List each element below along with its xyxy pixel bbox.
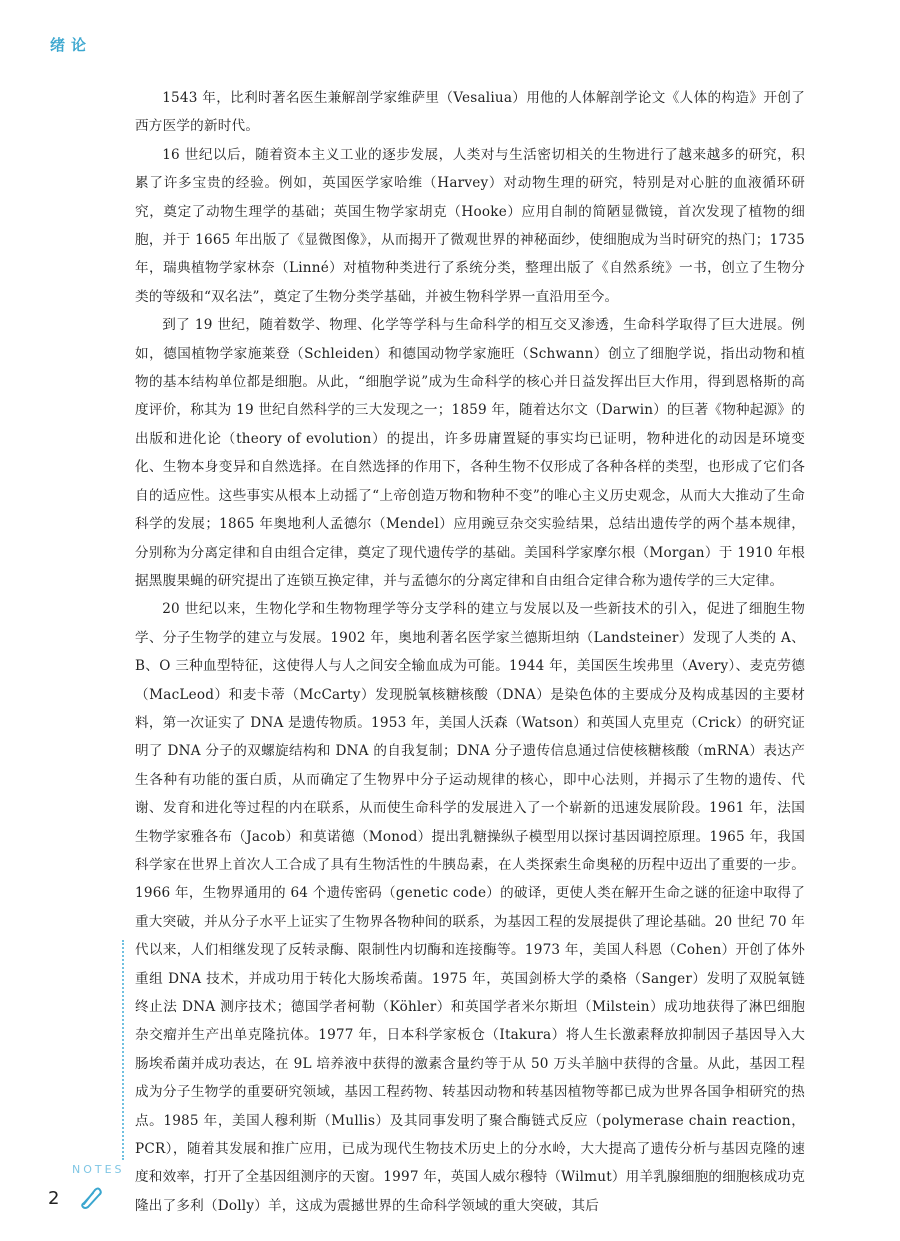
paragraph-3: 到了 19 世纪，随着数学、物理、化学等学科与生命科学的相互交叉渗透，生命科学取得了巨大进展。例如，德国植物学家施莱登（Schleiden）和德国动物学家施旺（Schwann）创立了细胞学说，指出动物和植物的基本结构单位都是细胞。从此，“细胞学说”成为生命科学的核心并日益发挥出巨大作用，得到恩格斯的高度评价，称其为 19 世纪自然科学的三大发现之一；1859 年，随着达尔文（Darwin）的巨著《物种起源》的出版和进化论（theory of evolution）的提出，许多毋庸置疑的事实均已证明，物种进化的动因是环境变化、生物本身变异和自然选择。在自然选择的作用下，各种生物不仅形成了各种各样的类型，也形成了它们各自的适应性。这些事实从根本上动摇了“上帝创造万物和物种不变”的唯心主义历史观念，从而大大推动了生命科学的发展；1865 年奥地利人孟德尔（Mendel）应用豌豆杂交实验结果，总结出遗传学的两个基本规律，分别称为分离定律和自由组合定律，奠定了现代遗传学的基础。美国科学家摩尔根（Morgan）于 1910 年根据黑腹果蝇的研究提出了连锁互换定律，并与孟德尔的分离定律和自由组合定律合称为遗传学的三大定律。 — [135, 317, 805, 589]
page-number: 2 — [48, 1188, 60, 1209]
body-text — [135, 84, 805, 1220]
notes-margin-line — [122, 940, 124, 1160]
paragraph-1: 1543 年，比利时著名医生兼解剖学家维萨里（Vesaliua）用他的人体解剖学论文《人体的构造》开创了西方医学的新时代。 — [135, 90, 805, 135]
notes-label: NOTES — [72, 1163, 125, 1176]
paragraph-2: 16 世纪以后，随着资本主义工业的逐步发展，人类对与生活密切相关的生物进行了越来越多的研究，积累了许多宝贵的经验。例如，英国医学家哈维（Harvey）对动物生理的研究，特别是对心脏的血液循环研究，奠定了动物生理学的基础；英国生物学家胡克（Hooke）应用自制的简陋显微镜，首次发现了植物的细胞，并于 1665 年出版了《显微图像》，从而揭开了微观世界的神秘面纱，使细胞成为当时研究的热门；1735 年，瑞典植物学家林奈（Linné）对植物种类进行了系统分类，整理出版了《自然系统》一书，创立了生物分类的等级和“双名法”，奠定了生物分类学基础，并被生物科学界一直沿用至今。 — [135, 146, 805, 305]
chapter-title: 绪论 — [50, 36, 93, 54]
paragraph-4: 20 世纪以来，生物化学和生物物理学等分支学科的建立与发展以及一些新技术的引入，促进了细胞生物学、分子生物学的建立与发展。1902 年，奥地利著名医学家兰德斯坦纳（Landsteiner）发现了人类的 A、B、O 三种血型特征，这使得人与人之间安全输血成为可能。1944 年，美国医生埃弗里（Avery）、麦克劳德（MacLeod）和麦卡蒂（McCarty）发现脱氧核糖核酸（DNA）是染色体的主要成分及构成基因的主要材料，第一次证实了 DNA 是遗传物质。1953 年，美国人沃森（Watson）和英国人克里克（Crick）的研究证明了 DNA 分子的双螺旋结构和 DNA 的自我复制；DNA 分子遗传信息通过信使核糖核酸（mRNA）表达产生各种有功能的蛋白质，从而确定了生物界中分子运动规律的核心，即中心法则，并揭示了生物的遗传、代谢、发育和进化等过程的内在联系，从而使生命科学的发展进入了一个崭新的迅速发展阶段。1961 年，法国生物学家雅各布（Jacob）和莫诺德（Monod）提出乳糖操纵子模型用以探讨基因调控原理。1965 年，我国科学家在世界上首次人工合成了具有生物活性的牛胰岛素，在人类探索生命奥秘的历程中迈出了重要的一步。1966 年，生物界通用的 64 个遗传密码（genetic code）的破译，更使人类在解开生命之谜的征途中取得了重大突破，并从分子水平上证实了生物界各物种间的联系，为基因工程的发展提供了理论基础。20 世纪 70 年代以来，人们相继发现了反转录酶、限制性内切酶和连接酶等。1973 年，美国人科恩（Cohen）开创了体外重组 DNA 技术，并成功用于转化大肠埃希菌。1975 年，英国剑桥大学的桑格（Sanger）发明了双脱氧链终止法 DNA 测序技术；德国学者柯勒（Köhler）和英国学者米尔斯坦（Milstein）成功地获得了淋巴细胞杂交瘤并生产出单克隆抗体。1977 年，日本科学家板仓（Itakura）将人生长激素释放抑制因子基因导入大肠埃希菌并成功表达，在 9L 培养液中获得的激素含量约等于从 50 万头羊脑中获得的含量。从此，基因工程成为分子生物学的重要研究领域，基因工程药物、转基因动物和转基因植物等都已成为世界各国争相研究的热点。1985 年，美国人穆利斯（Mullis）及其同事发明了聚合酶链式反应（polymerase chain reaction，PCR），随着其发展和推广应用，已成为现代生物技术历史上的分水岭，大大提高了遗传分析与基因克隆的速度和效率，打开了全基因组测序的天窗。1997 年，英国人威尔穆特（Wilmut）用羊乳腺细胞的细胞核成功克隆出了多利（Dolly）羊，这成为震撼世界的生命科学领域的重大突破，其后 — [135, 601, 805, 1214]
pen-icon — [78, 1184, 104, 1210]
